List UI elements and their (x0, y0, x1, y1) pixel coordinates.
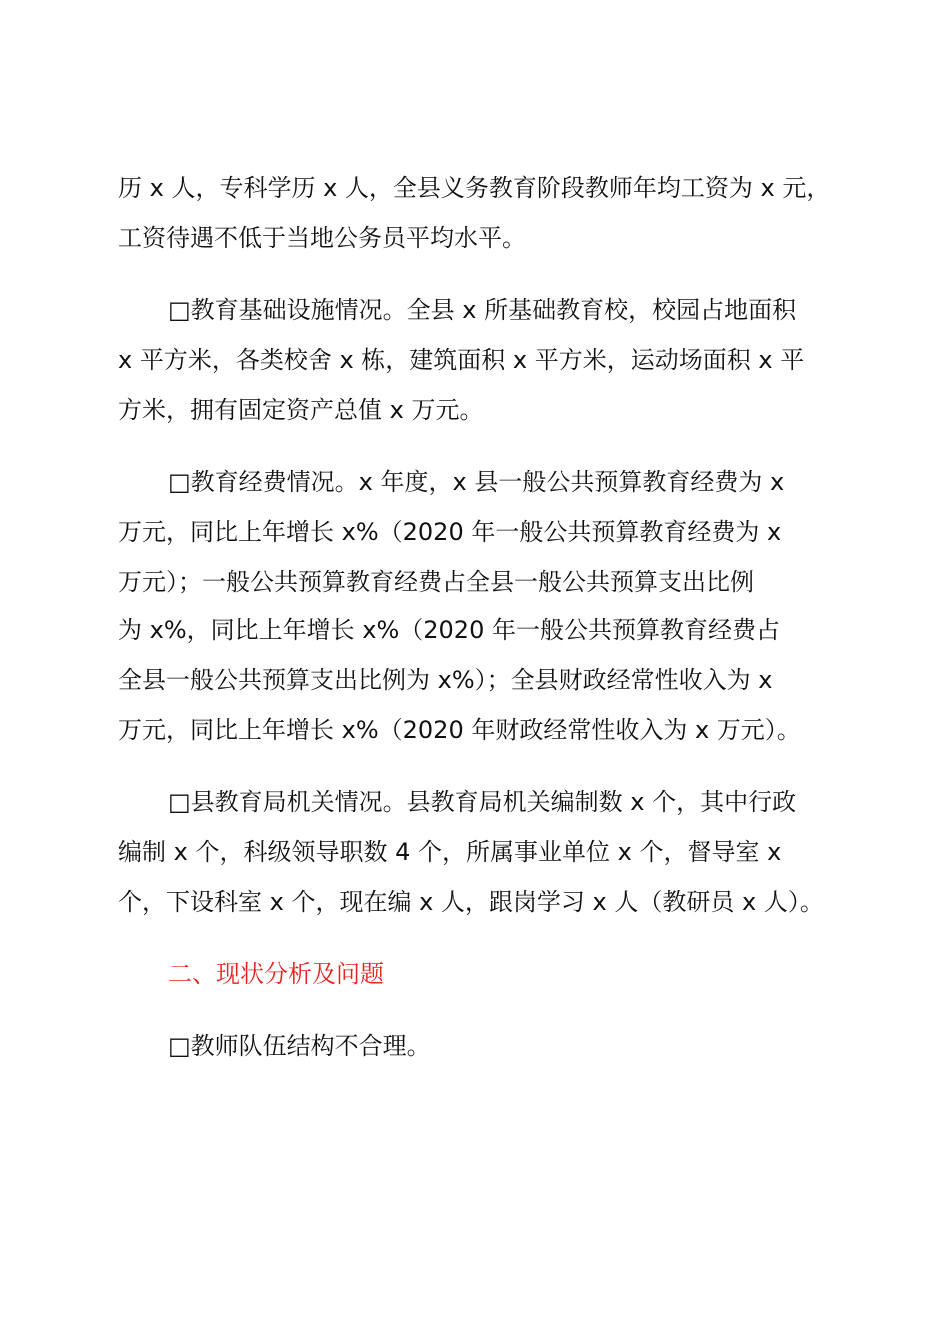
text-line: 编制 x 个，科级领导职数 4 个，所属事业单位 x 个，督导室 x (118, 838, 782, 866)
text-line: 方米，拥有固定资产总值 x 万元。 (118, 396, 484, 424)
text-line: x 平方米，各类校舍 x 栋，建筑面积 x 平方米，运动场面积 x 平 (118, 346, 805, 374)
text-line: 工资待遇不低于当地公务员平均水平。 (118, 224, 526, 252)
text-line: 为 x%，同比上年增长 x%（2020 年一般公共预算教育经费占 (118, 616, 780, 644)
text-line: 万元，同比上年增长 x%（2020 年财政经常性收入为 x 万元）。 (118, 716, 801, 744)
text-line: 万元，同比上年增长 x%（2020 年一般公共预算教育经费为 x (118, 518, 782, 546)
text-line: 历 x 人，专科学历 x 人，全县义务教育阶段教师年均工资为 x 元， (118, 174, 831, 202)
text-line: □县教育局机关情况。县教育局机关编制数 x 个，其中行政 (168, 788, 797, 816)
text-line: 全县一般公共预算支出比例为 x%）；全县财政经常性收入为 x (118, 666, 773, 694)
text-line: □教育经费情况。x 年度，x 县一般公共预算教育经费为 x (168, 468, 785, 496)
text-line: 个，下设科室 x 个，现在编 x 人，跟岗学习 x 人（教研员 x 人）。 (118, 888, 824, 916)
text-line: □教师队伍结构不合理。 (168, 1032, 431, 1060)
text-line: 万元）；一般公共预算教育经费占全县一般公共预算支出比例 (118, 568, 754, 596)
section-heading: 二、现状分析及问题 (168, 960, 384, 988)
text-line: □教育基础设施情况。全县 x 所基础教育校，校园占地面积 (168, 296, 797, 324)
